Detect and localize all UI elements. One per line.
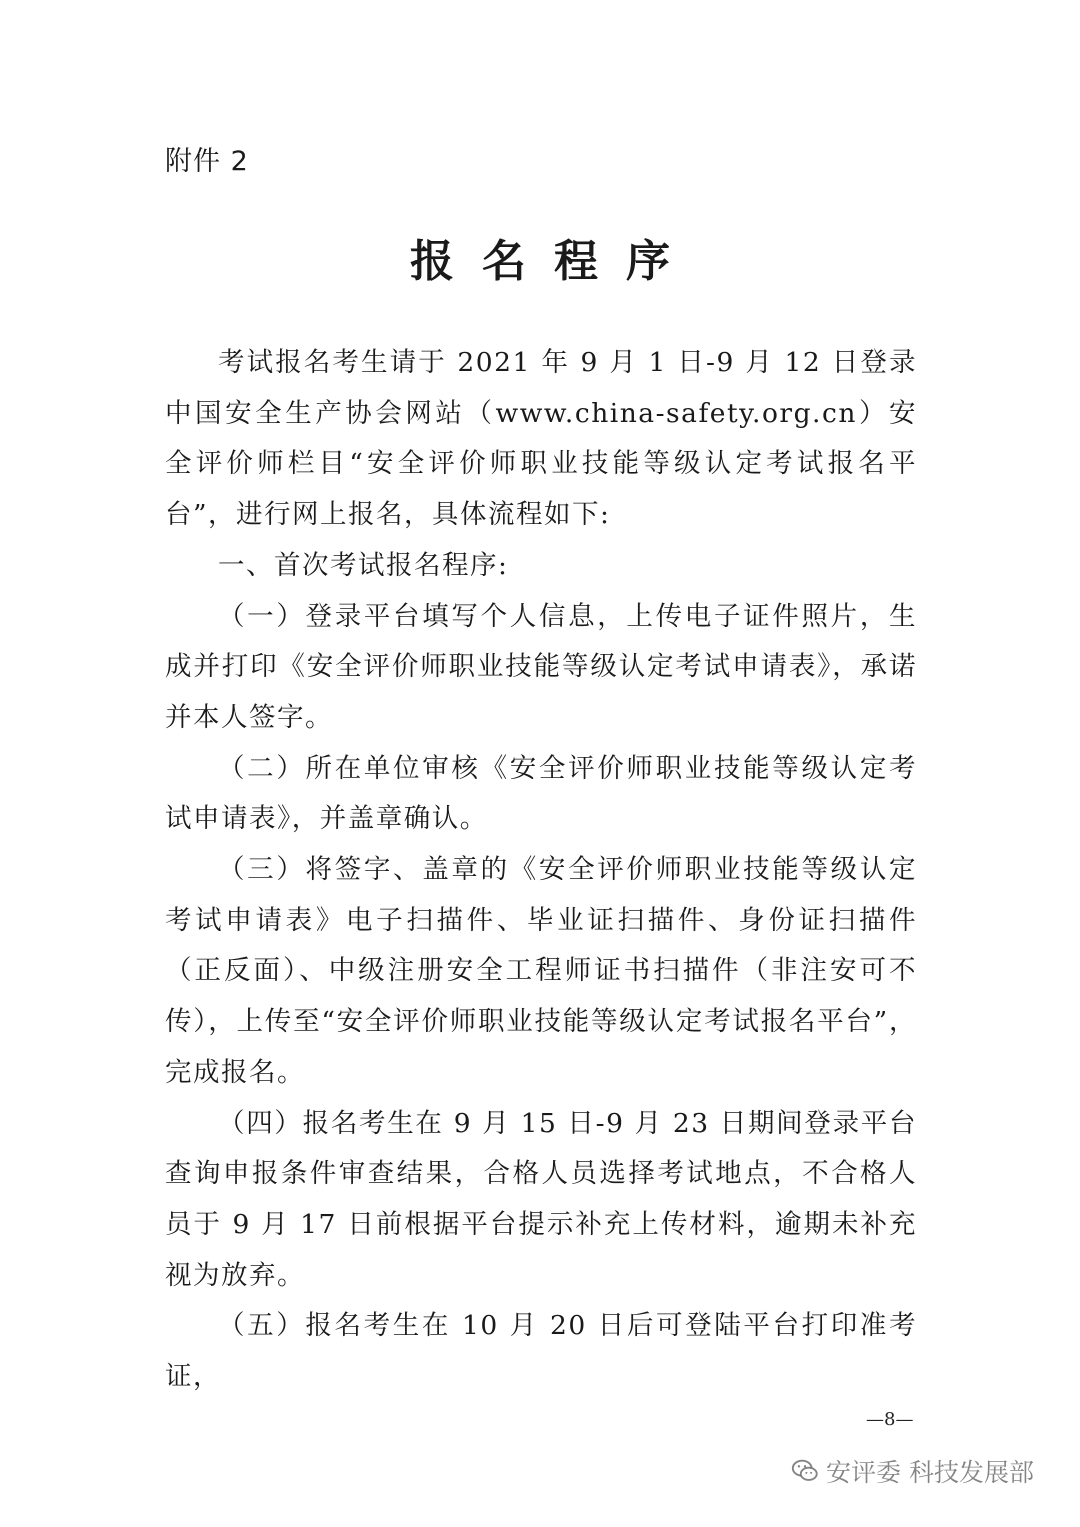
watermark [790,1452,1034,1490]
attachment-label: 附件 2 [165,146,249,177]
step-paragraph: （四）报名考生在 9 月 15 日-9 月 23 日期间登录平台查询申报条件审查结果，合格人员选择考试地点，不合格人员于 9 月 17 日前根据平台提示补充上传材料，逾期未补充视为放弃。 [165,1107,917,1291]
step-paragraph: （三）将签字、盖章的《安全评价师职业技能等级认定考试申请表》电子扫描件、毕业证扫描件、身份证扫描件（正反面）、中级注册安全工程师证书扫描件（非注安可不传），上传至“安全评价师职业技能等级认定考试报名平台”，完成报名。 [165,854,917,1088]
step-paragraph: （二）所在单位审核《安全评价师职业技能等级认定考试申请表》，并盖章确认。 [165,752,917,835]
wechat-icon [790,1456,820,1486]
body-text [165,338,917,1403]
step-paragraph: （一）登录平台填写个人信息，上传电子证件照片，生成并打印《安全评价师职业技能等级认定考试申请表》，承诺并本人签字。 [165,600,917,733]
watermark-text: 安评委 科技发展部 [826,1458,1034,1487]
section-heading: 一、首次考试报名程序: [218,549,509,581]
page-title: 报名程序 [410,236,698,287]
intro-paragraph: 考试报名考生请于 2021 年 9 月 1 日-9 月 12 日登录中国安全生产协会网站（www.china-safety.org.cn）安全评价师栏目“安全评价师职业技能等级认定考试报名平台”，进行网上报名，具体流程如下: [165,347,917,531]
step-paragraph: （五）报名考生在 10 月 20 日后可登陆平台打印准考证， [165,1310,917,1393]
page-number: —8— [866,1409,914,1430]
